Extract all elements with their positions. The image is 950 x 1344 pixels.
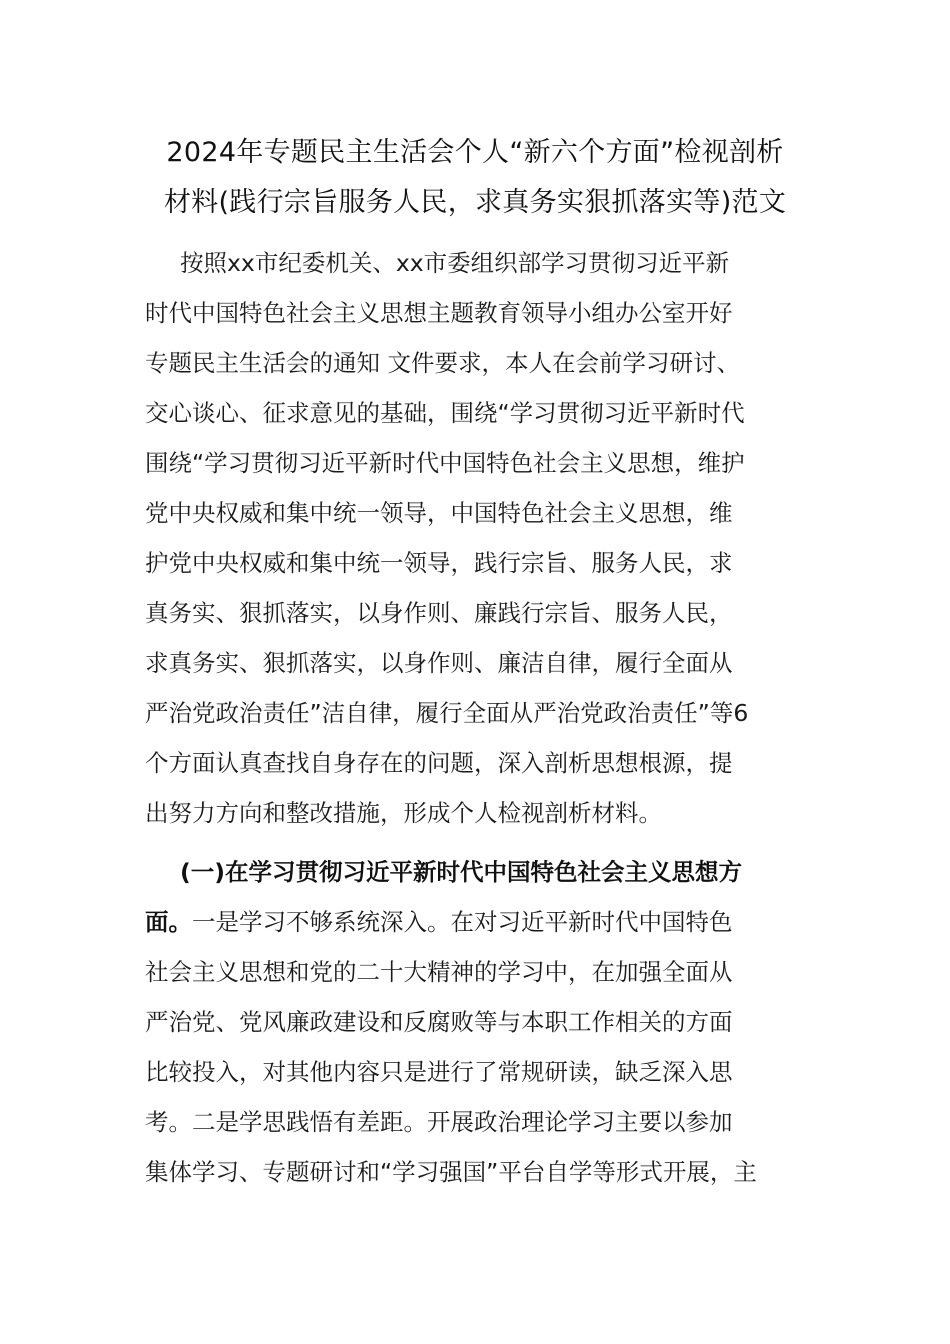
paragraph-line: 考。二是学思践悟有差距。开展政治理论学习主要以参加 (145, 1108, 733, 1136)
title-line: 2024年专题民主生活会个人“新六个方面”检视剖析 (166, 137, 784, 168)
paragraph-line: 按照xx市纪委机关、xx市委组织部学习贯彻习近平新 (180, 249, 730, 277)
intro-paragraph (145, 238, 805, 838)
paragraph-line: 护党中央权威和集中统一领导，践行宗旨、服务人民，求 (145, 549, 733, 577)
document-title (100, 128, 850, 228)
paragraph-line: 专题民主生活会的通知 文件要求，本人在会前学习研讨、 (145, 349, 740, 377)
paragraph-line: 真务实、狠抓落实，以身作则、廉践行宗旨、服务人民， (145, 599, 733, 627)
paragraph-line: 严治党、党风廉政建设和反腐败等与本职工作相关的方面 (145, 1008, 733, 1036)
section-1-paragraph (145, 847, 805, 1197)
paragraph-line: 出努力方向和整改措施，形成个人检视剖析材料。 (145, 799, 662, 827)
section-heading-end: 面。 (145, 908, 192, 936)
paragraph-line: 求真务实、狠抓落实，以身作则、廉洁自律，履行全面从 (145, 649, 733, 677)
paragraph-line: 围绕“学习贯彻习近平新时代中国特色社会主义思想，维护 (145, 449, 745, 477)
title-line: 材料(践行宗旨服务人民，求真务实狠抓落实等)范文 (163, 187, 787, 218)
paragraph-line: 集体学习、专题研讨和“学习强国”平台自学等形式开展，主 (145, 1158, 757, 1186)
paragraph-line: 时代中国特色社会主义思想主题教育领导小组办公室开好 (145, 299, 733, 327)
paragraph-line: 个方面认真查找自身存在的问题，深入剖析思想根源，提 (145, 749, 733, 777)
paragraph-line: 党中央权威和集中统一领导，中国特色社会主义思想，维 (145, 499, 733, 527)
paragraph-line (145, 897, 805, 947)
paragraph-line: 严治党政治责任”洁自律，履行全面从严治党政治责任”等6 (145, 699, 749, 727)
paragraph-text: 一是学习不够系统深入。在对习近平新时代中国特色 (192, 908, 733, 936)
paragraph-line: 交心谈心、征求意见的基础，围绕“学习贯彻习近平新时代 (145, 399, 745, 427)
paragraph-line: 社会主义思想和党的二十大精神的学习中，在加强全面从 (145, 958, 733, 986)
section-heading: (一)在学习贯彻习近平新时代中国特色社会主义思想方 (180, 858, 742, 886)
paragraph-line: 比较投入，对其他内容只是进行了常规研读，缺乏深入思 (145, 1058, 733, 1086)
